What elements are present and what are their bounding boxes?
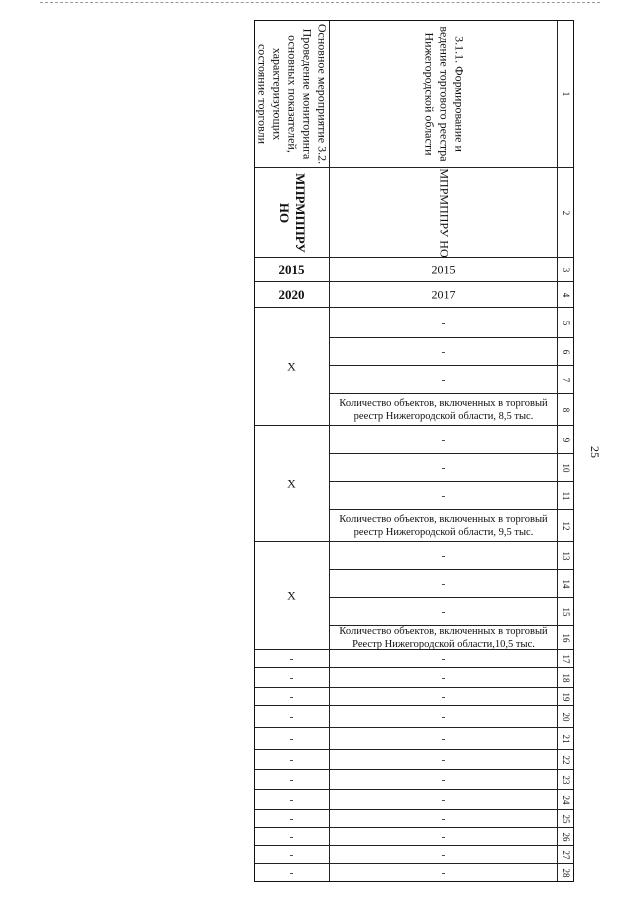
- sub-event-dash: -: [441, 812, 446, 825]
- main-event-dash: -: [289, 793, 294, 806]
- main-event-title-line: Проведение мониторинга: [300, 28, 314, 159]
- main-event-end-year: 2020: [278, 286, 305, 302]
- col-num-19: 19: [560, 692, 571, 701]
- main-event-dash: -: [289, 812, 294, 825]
- sub-event-dash: -: [441, 489, 446, 502]
- main-event-dash: -: [289, 866, 294, 879]
- sub-event-start-year: 2015: [431, 262, 456, 276]
- col-num-17: 17: [560, 654, 571, 663]
- sub-event-dash: -: [441, 671, 446, 684]
- sub-event-dash: -: [441, 652, 446, 665]
- main-event-x-mark: X: [287, 359, 296, 373]
- sub-event-dash: -: [441, 433, 446, 446]
- col-num-26: 26: [560, 832, 571, 841]
- main-event-dash: -: [289, 830, 294, 843]
- sub-event-dash: -: [441, 690, 446, 703]
- events-table: [254, 20, 574, 882]
- col-num-2: 2: [560, 210, 571, 215]
- main-event-title-line: основных показателей,: [285, 34, 299, 153]
- col-num-16: 16: [560, 633, 571, 642]
- main-event-dash: -: [289, 671, 294, 684]
- col-num-1: 1: [560, 91, 571, 96]
- main-event-executor-line: МПРМППРУ: [292, 172, 308, 253]
- col-num-5: 5: [560, 320, 571, 325]
- main-event-dash: -: [289, 710, 294, 723]
- page-number: 25: [588, 446, 602, 458]
- sub-event-result-line: Количество объектов, включенных в торговый: [339, 513, 548, 525]
- table-frame: [254, 20, 574, 882]
- main-event-title-line: характеризующих: [270, 47, 284, 140]
- sub-event-dash: -: [441, 461, 446, 474]
- col-num-12: 12: [560, 521, 571, 530]
- sub-event-result-line: реестр Нижегородской области, 9,5 тыс.: [353, 526, 534, 538]
- col-num-6: 6: [560, 349, 571, 354]
- col-num-27: 27: [560, 850, 571, 859]
- main-event-dash: -: [289, 652, 294, 665]
- sub-event-dash: -: [441, 866, 446, 879]
- sub-event-dash: -: [441, 753, 446, 766]
- col-num-25: 25: [560, 814, 571, 823]
- col-num-4: 4: [560, 292, 571, 297]
- main-event-dash: -: [289, 690, 294, 703]
- sub-event-end-year: 2017: [431, 287, 456, 301]
- sub-event-dash: -: [441, 830, 446, 843]
- main-event-x-mark: X: [287, 588, 296, 602]
- sub-event-dash: -: [441, 848, 446, 861]
- main-event-title-line: Основное мероприятие 3.2.: [315, 23, 329, 164]
- col-num-24: 24: [560, 795, 571, 804]
- col-num-10: 10: [560, 463, 571, 472]
- main-event-dash: -: [289, 732, 294, 745]
- sub-event-title-line: ведение торгового реестра: [437, 25, 451, 162]
- sub-event-dash: -: [441, 605, 446, 618]
- sub-event-dash: -: [441, 549, 446, 562]
- col-num-13: 13: [560, 551, 571, 560]
- sub-event-result-line: реестр Нижегородской области, 8,5 тыс.: [353, 410, 534, 422]
- sub-event-dash: -: [441, 373, 446, 386]
- sub-event-title-line: 3.1.1. Формирование и: [452, 35, 466, 152]
- main-event-start-year: 2015: [278, 261, 305, 277]
- main-event-x-mark: X: [287, 476, 296, 490]
- col-num-9: 9: [560, 437, 571, 442]
- sub-event-dash: -: [441, 345, 446, 358]
- page-top-rule: [40, 2, 600, 3]
- sub-event-dash: -: [441, 710, 446, 723]
- col-num-22: 22: [560, 755, 571, 764]
- sub-event-dash: -: [441, 316, 446, 329]
- col-num-28: 28: [560, 868, 571, 877]
- sub-event-dash: -: [441, 793, 446, 806]
- col-num-3: 3: [560, 267, 571, 272]
- col-num-18: 18: [560, 673, 571, 682]
- main-event-dash: -: [289, 773, 294, 786]
- sub-event-result-line: Реестр Нижегородской области,10,5 тыс.: [352, 638, 535, 650]
- sub-event-result-line: Количество объектов, включенных в торговый: [339, 625, 548, 637]
- col-num-7: 7: [560, 377, 571, 382]
- sub-event-dash: -: [441, 773, 446, 786]
- sub-event-executor: МПРМППРУ НО: [437, 167, 451, 258]
- col-num-23: 23: [560, 775, 571, 784]
- main-event-title-line: состояние торговли: [255, 43, 269, 144]
- main-event-executor-line: НО: [276, 202, 292, 223]
- main-event-dash: -: [289, 753, 294, 766]
- col-num-11: 11: [560, 491, 571, 500]
- sub-event-dash: -: [441, 577, 446, 590]
- col-num-8: 8: [560, 407, 571, 412]
- col-num-21: 21: [560, 734, 571, 743]
- main-event-dash: -: [289, 848, 294, 861]
- col-num-14: 14: [560, 579, 571, 588]
- col-num-15: 15: [560, 607, 571, 616]
- sub-event-result-line: Количество объектов, включенных в торговый: [339, 397, 548, 409]
- sub-event-dash: -: [441, 732, 446, 745]
- col-num-20: 20: [560, 712, 571, 721]
- sub-event-title-line: Нижегородской области: [422, 31, 436, 155]
